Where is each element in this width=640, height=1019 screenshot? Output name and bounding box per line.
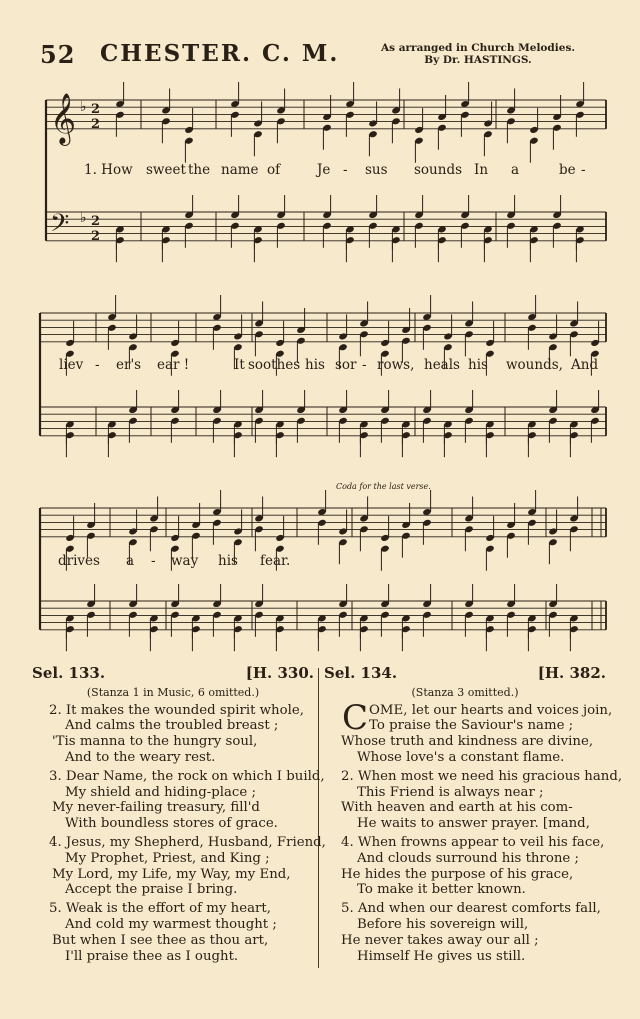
verse-line: I'll praise thee as I ought. [65, 948, 239, 964]
lyric-syllable: a [511, 162, 520, 178]
verse-line: But when I see thee as thou art, [52, 932, 269, 948]
lyric-syllable: - [151, 553, 156, 569]
selection-header [324, 666, 606, 682]
lyric-syllable: of [267, 162, 281, 178]
selection-header [32, 666, 314, 682]
verse [324, 835, 606, 898]
verse [32, 768, 325, 832]
lyric-syllable: liev [59, 357, 84, 373]
page-number: 52 [40, 40, 76, 69]
selection-number: Sel. 134. [324, 664, 398, 682]
stanza-note: (Stanza 3 omitted.) [411, 685, 519, 699]
lyric-syllable: name [221, 162, 259, 178]
arranged-text: As arranged in Church Melodies. [380, 42, 576, 54]
lyric-syllable: Je [317, 162, 331, 178]
verse [324, 768, 623, 832]
flat-sign: ♭ [80, 99, 87, 115]
lyric-syllable: the [188, 162, 211, 178]
lyric-syllable: ear ! [157, 357, 190, 373]
lyric-syllable: In [474, 162, 489, 178]
lyric-syllable: be [559, 162, 576, 178]
drop-cap: C [342, 697, 369, 738]
verse-line: Himself He gives us still. [357, 948, 526, 964]
verse-line: 3. Dear Name, the rock on which I build, [49, 768, 325, 784]
hymn-selection-134 [324, 664, 623, 967]
verse-line: He never takes away our all ; [341, 932, 539, 948]
lyric-syllable: drives [58, 553, 100, 569]
verse-line: My shield and hiding-place ; [65, 784, 256, 800]
lyric-syllable: rows, [377, 357, 415, 373]
verse-line: And calms the troubled breast ; [65, 718, 279, 734]
verse-line: 5. And when our dearest comforts fall, [341, 901, 601, 917]
verse-line: 4. Jesus, my Shepherd, Husband, Friend, [49, 834, 326, 850]
lyric-syllable: his [218, 553, 238, 569]
verse [32, 834, 326, 898]
lyric-syllable: a [126, 553, 135, 569]
hymn-title: CHESTER. C. M. [100, 40, 340, 67]
verse-line: This Friend is always near ; [357, 784, 544, 800]
time-signature: 2 [91, 229, 101, 244]
lyric-syllable: heals [424, 357, 460, 373]
hymn-selection-133 [32, 664, 326, 967]
column-divider [318, 668, 319, 968]
selection-number: Sel. 133. [32, 664, 106, 682]
verse-line: And clouds surround his throne ; [357, 850, 579, 866]
verse-line: With boundless stores of grace. [65, 816, 278, 832]
verse-line: And to the weary rest. [65, 749, 216, 765]
treble-clef: 𝄞 [50, 93, 77, 144]
verse-line: Whose love's a constant flame. [357, 749, 565, 765]
verse-line: Before his sovereign will, [357, 916, 529, 932]
verse-line: And cold my warmest thought ; [65, 916, 277, 932]
stanza-note: (Stanza 1 in Music, 6 omitted.) [86, 685, 260, 699]
hymnal-reference: [H. 382. [537, 664, 606, 682]
lyric-syllable: way [171, 553, 199, 569]
lyric-syllable: - [343, 162, 348, 178]
verse-line: He hides the purpose of his grace, [341, 866, 574, 882]
verse-line: My Prophet, Priest, and King ; [65, 850, 270, 866]
lyric-syllable: It [234, 357, 245, 373]
lyric-syllable: 1. How [84, 162, 133, 178]
lyric-syllable: sweet [146, 162, 186, 178]
verse-line: My never-failing treasury, fill'd [52, 800, 260, 816]
time-signature: 2 [91, 117, 101, 132]
lyric-syllable: wounds, [506, 357, 563, 373]
verse [324, 901, 606, 964]
hymnal-reference: [H. 330. [245, 664, 314, 682]
verse-line: My Lord, my Life, my Way, my End, [52, 866, 291, 882]
verse-line: Accept the praise I bring. [65, 882, 238, 898]
coda-note: Coda for the last verse. [336, 482, 431, 491]
lyric-syllable: - [581, 162, 586, 178]
lyric-syllable: his [305, 357, 325, 373]
lyric-syllable: sus [365, 162, 388, 178]
verse-line: 5. Weak is the effort of my heart, [49, 901, 271, 917]
lyric-syllable: And [571, 357, 599, 373]
lyric-syllable: fear. [260, 553, 291, 569]
verse-line: 4. When frowns appear to veil his face, [341, 834, 605, 850]
verse-line: 2. When most we need his gracious hand, [341, 768, 623, 784]
bass-clef: 𝄢 [50, 209, 70, 244]
verse-line: 2. It makes the wounded spirit whole, [49, 702, 304, 718]
verse [32, 703, 314, 766]
verse-line: OME, let our hearts and voices join, [369, 702, 613, 718]
lyric-syllable: sor [335, 357, 357, 373]
verse-line: 'Tis manna to the hungry soul, [52, 734, 258, 750]
verse [324, 697, 613, 766]
verse-line: Whose truth and kindness are divine, [341, 734, 594, 750]
lyric-syllable: sounds [414, 162, 463, 178]
verse-line: To praise the Saviour's name ; [369, 718, 574, 734]
verse-line: With heaven and earth at his com- [341, 800, 573, 816]
lyric-syllable: - [95, 357, 100, 373]
verse [32, 901, 314, 964]
verse-line: To make it better known. [357, 882, 526, 898]
time-signature: 2 [91, 102, 101, 117]
verse-line: He waits to answer prayer. [mand, [357, 816, 590, 832]
lyric-syllable: his [468, 357, 488, 373]
lyric-syllable: soothes [248, 357, 301, 373]
lyric-syllable: - [362, 357, 367, 373]
lyric-syllable: er's [116, 357, 142, 373]
flat-sign: ♭ [80, 210, 87, 226]
time-signature: 2 [91, 214, 101, 229]
arranger-text: By Dr. HASTINGS. [424, 54, 532, 66]
